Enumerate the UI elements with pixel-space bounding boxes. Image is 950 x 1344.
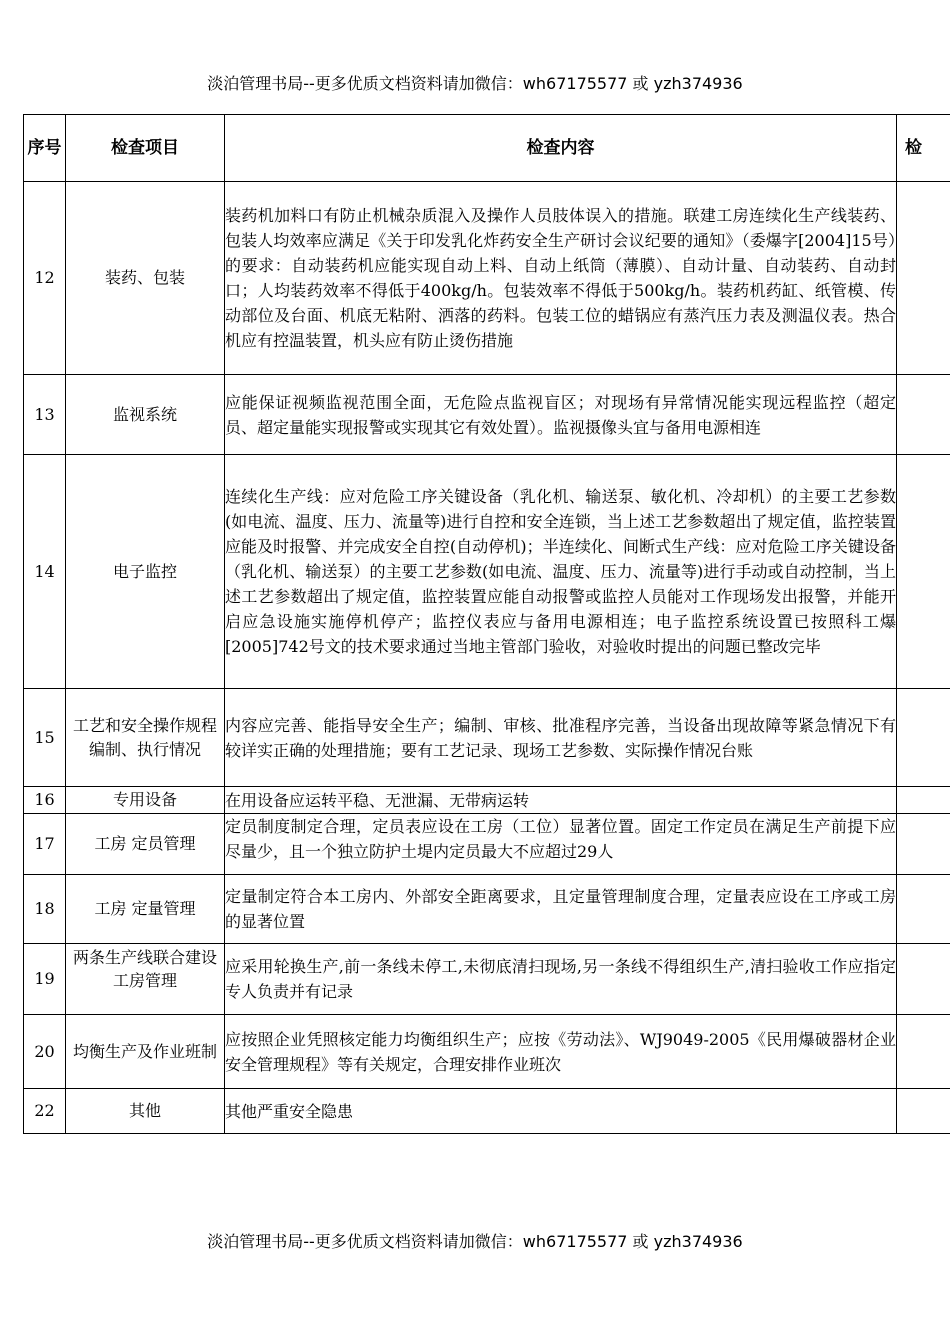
row-content: 连续化生产线：应对危险工序关键设备（乳化机、输送泵、敏化机、冷却机）的主要工艺参数(如电流、温度、压力、流量等)进行自控和安全连锁，当上述工艺参数超出了规定值，监控装置应能及时报警、并完成安全自控(自动停机)；半连续化、间断式生产线：应对危险工序关键设备（乳化机、输送泵）的主要工艺参数(如电流、温度、压力、流量等)进行手动或自动控制，当上述工艺参数超出了规定值，监控装置应能自动报警或监控人员能对工作现场发出报警，并能开启应急设施实施停机停产；监控仪表应与备用电源相连；电子监控系统设置已按照科工爆[2005]742号文的技术要求通过当地主管部门验收，对验收时提出的问题已整改完毕 <box>225 455 897 689</box>
table-row <box>24 455 950 689</box>
row-extra <box>897 875 950 944</box>
row-no: 16 <box>24 787 66 814</box>
table-header-row <box>24 115 950 182</box>
row-item: 装药、包装 <box>66 182 225 375</box>
row-content: 装药机加料口有防止机械杂质混入及操作人员肢体误入的措施。联建工房连续化生产线装药、包装人均效率应满足《关于印发乳化炸药安全生产研讨会议纪要的通知》（委爆字[2004]15号）的要求：自动装药机应能实现自动上料、自动上纸筒（薄膜）、自动计量、自动装药、自动封口；人均装药效率不得低于400kg/h。包装效率不得低于500kg/h。装药机药缸、纸管模、传动部位及台面、机底无粘附、洒落的药料。包装工位的蜡锅应有蒸汽压力表及测温仪表。热合机应有控温装置，机头应有防止烫伤措施 <box>225 182 897 375</box>
row-no: 15 <box>24 689 66 787</box>
row-item: 工房 定员管理 <box>66 814 225 875</box>
row-item: 工艺和安全操作规程编制、执行情况 <box>66 689 225 787</box>
row-extra <box>897 182 950 375</box>
row-content <box>225 814 897 875</box>
row-content: 应采用轮换生产,前一条线未停工,未彻底清扫现场,另一条线不得组织生产,清扫验收工作应指定专人负责并有记录 <box>225 944 897 1015</box>
row-no: 14 <box>24 455 66 689</box>
row-extra <box>897 375 950 455</box>
table-row <box>24 787 950 814</box>
table-row <box>24 1015 950 1089</box>
row-no: 18 <box>24 875 66 944</box>
row-content: 应能保证视频监视范围全面，无危险点监视盲区；对现场有异常情况能实现远程监控（超定员、超定量能实现报警或实现其它有效处置）。监视摄像头宜与备用电源相连 <box>225 375 897 455</box>
row-extra <box>897 814 950 875</box>
row-content-text: 定员制度制定合理，定员表应设在工房（工位）显著位置。固定工作定员在满足生产前提下应尽量少，且一个独立防护土堤内定员最大不应超过29人 <box>225 817 896 861</box>
page-footer: 淡泊管理书局--更多优质文档资料请加微信：wh67175577 或 yzh374936 <box>207 1232 743 1251</box>
table-row <box>24 375 950 455</box>
row-no: 19 <box>24 944 66 1015</box>
row-extra <box>897 787 950 814</box>
table-row <box>24 875 950 944</box>
row-item: 工房 定量管理 <box>66 875 225 944</box>
table-row <box>24 182 950 375</box>
row-extra <box>897 944 950 1015</box>
row-extra <box>897 1015 950 1089</box>
header-extra: 检 <box>897 115 950 182</box>
table-row <box>24 1089 950 1134</box>
table-row <box>24 814 950 875</box>
row-content: 内容应完善、能指导安全生产；编制、审核、批准程序完善，当设备出现故障等紧急情况下有较详实正确的处理措施；要有工艺记录、现场工艺参数、实际操作情况台账 <box>225 689 897 787</box>
header-no: 序号 <box>24 115 66 182</box>
row-no: 22 <box>24 1089 66 1134</box>
row-extra <box>897 1089 950 1134</box>
row-item-text: 两条生产线联合建设工房管理 <box>72 948 217 990</box>
row-no: 20 <box>24 1015 66 1089</box>
row-no: 12 <box>24 182 66 375</box>
row-no: 17 <box>24 814 66 875</box>
table-row <box>24 689 950 787</box>
header-item: 检查项目 <box>66 115 225 182</box>
row-extra <box>897 689 950 787</box>
row-content: 其他严重安全隐患 <box>225 1089 897 1134</box>
row-extra <box>897 455 950 689</box>
row-item: 其他 <box>66 1089 225 1134</box>
row-item: 监视系统 <box>66 375 225 455</box>
row-item <box>66 944 225 1015</box>
row-item: 电子监控 <box>66 455 225 689</box>
table-row <box>24 944 950 1015</box>
row-content: 应按照企业凭照核定能力均衡组织生产；应按《劳动法》、WJ9049-2005《民用爆破器材企业安全管理规程》等有关规定，合理安排作业班次 <box>225 1015 897 1089</box>
header-content: 检查内容 <box>225 115 897 182</box>
row-no: 13 <box>24 375 66 455</box>
row-item: 均衡生产及作业班制 <box>66 1015 225 1089</box>
row-content: 在用设备应运转平稳、无泄漏、无带病运转 <box>225 787 897 814</box>
inspection-table <box>23 114 950 1134</box>
page-header: 淡泊管理书局--更多优质文档资料请加微信：wh67175577 或 yzh374936 <box>207 74 743 93</box>
row-content: 定量制定符合本工房内、外部安全距离要求，且定量管理制度合理，定量表应设在工序或工房的显著位置 <box>225 875 897 944</box>
row-item: 专用设备 <box>66 787 225 814</box>
